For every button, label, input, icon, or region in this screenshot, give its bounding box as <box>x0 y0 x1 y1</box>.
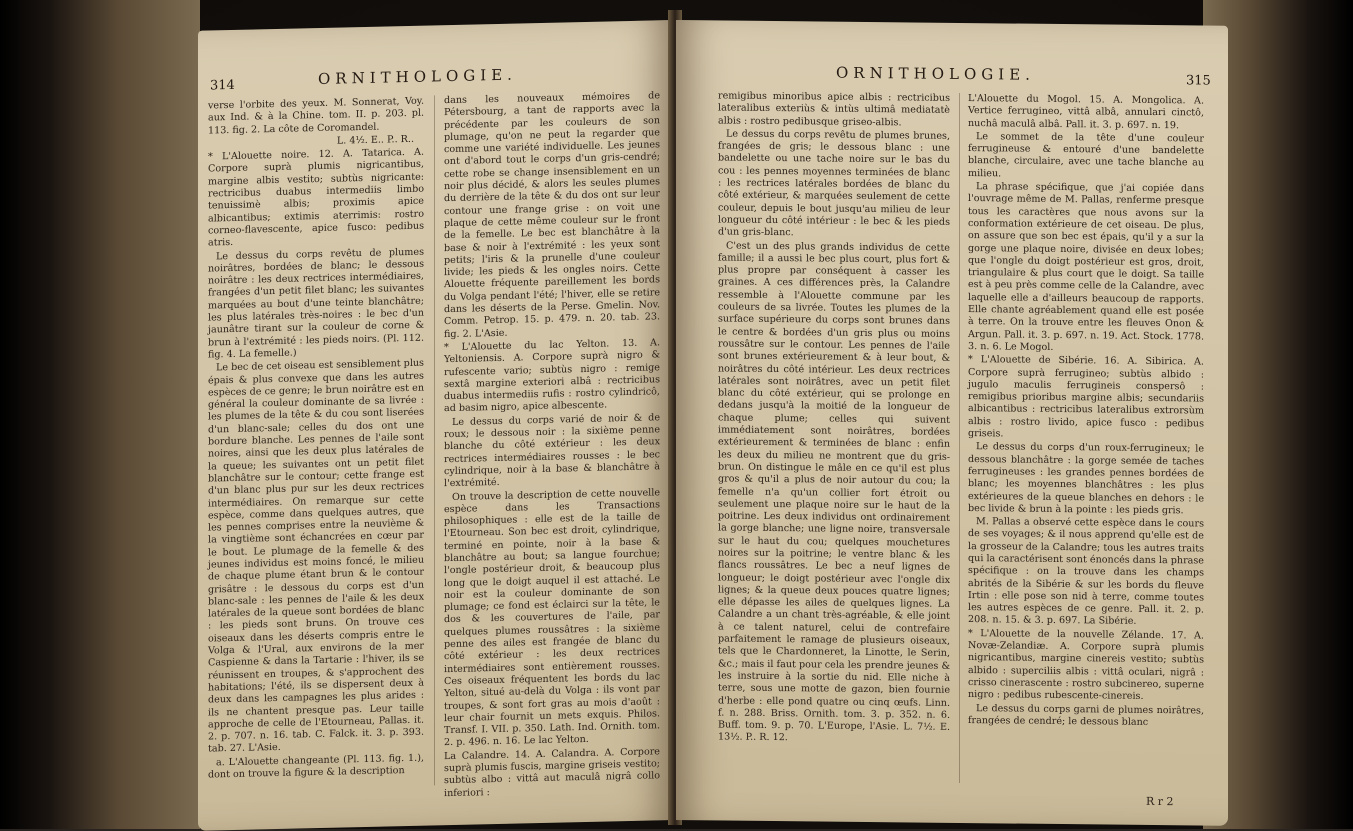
left-column-rule <box>434 95 435 785</box>
paragraph: M. Pallas a observé cette espèce dans le cours de ses voyages; & il nous apprend qu'elle est de la grosseur de la Calandre; tous les autres traits qui la caractérisent sont énoncés dans la phrase spécifique : on la trouve dans les champs abrités de la Sibérie & sur les bords du fleuve Irtin : elle pose son nid à terre, comme toutes les autres espèces de ce genre. Pall. it. 2. p. 208. n. 15. & 3. p. 697. La Sibérie. <box>968 516 1204 628</box>
paragraph: * L'Alouette du lac Yelton. 13. A. Yeltoniensis. A. Corpore suprà nigro & rufescente vario; subtùs nigro : remige sextâ margine exteriori albâ : rectricibus duabus intermediis rufis : rostro cylindricô, ad basim nigro, apice albescente. <box>444 337 660 415</box>
left-page-number: 314 <box>210 77 235 94</box>
left-page <box>198 20 672 831</box>
right-page-column-1 <box>718 90 950 747</box>
left-page-column-1 <box>208 96 424 783</box>
paragraph: remigibus minoribus apice albis : rectricibus lateralibus exteriùs & intùs ultimâ mediatatè albis : rostro pedibusque griseo-albis. <box>718 90 950 128</box>
paragraph: Le sommet de la tête d'une couleur ferrugineuse & entouré d'une bandelette blanche, circulaire, avec une tache blanche au milieu. <box>968 131 1204 180</box>
left-running-head: ORNITHOLOGIE. <box>318 65 517 89</box>
paragraph: On trouve la description de cette nouvelle espèce dans les Transactions philosophiques : elle est de la taille de l'Etourneau. Son bec est droit, cylindrique, terminé en pointe, noir à la base & blanchâtre au bout; sa langue fourchue; l'ongle postérieur droit, & beaucoup plus long que le doigt auquel il est attaché. Le noir est la couleur dominante de son plumage; ce fond est éclairci sur la tête, le dos & les couvertures de l'aile, par quelques plumes roussâtres : la sixième penne des ailes est frangée de blanc du côté extérieur : les deux rectrices intermédiaires sont entièrement rousses. Ces oiseaux fréquentent les bords du lac Yelton, situé au-delà du Volga : ils vont par troupes, & sont fort gras au mois d'août : leur chair fournit un mets exquis. Philos. Transf. I. VII. p. 350. Lath. Ind. Ornith. tom. 2. p. 496. n. 16. Le lac Yelton. <box>444 486 660 749</box>
paragraph: L'Alouette du Mogol. 15. A. Mongolica. A. Vertice ferrugineo, vittâ albâ, annulari cinctô, nuchâ maculâ albâ. Pall. it. 3. p. 697. n. 19. <box>968 93 1204 131</box>
paragraph: Le bec de cet oiseau est sensiblement plus épais & plus convexe que dans les autres espèces de ce genre; le brun noirâtre est en général la couleur dominante de sa livrée : les plumes de la tête & du cou sont liserées d'un blanc-sale; celles du dos ont une bordure blanche. Les pennes de l'aile sont noires, ainsi que les deux plus latérales de la queue; les suivantes ont un petit filet blanchâtre sur le contour; cette frange est d'un blanc plus pur sur les deux rectrices intermédiaires. On remarque sur cette espèce, comme dans quelques autres, que les pennes comprises entre la neuvième & la vingtième sont échancrées en cœur par le bout. Le plumage de la femelle & des jeunes individus est moins foncé, le milieu de chaque plume étant brun & le contour grisâtre : le dessous du corps est d'un blanc-sale : les pennes de l'aile & les deux latérales de la queue sont bordées de blanc : les pieds sont bruns. On trouve ces oiseaux dans les déserts compris entre le Volga & l'Ural, aux environs de la mer Caspienne & dans la Tartarie : l'hiver, ils se réunissent en troupes, & s'approchent des habitations; l'été, ils se dispersent deux à deux dans les campagnes les plus arides : ils ne chantent presque pas. Leur taille approche de celle de l'Etourneau, Pallas. it. 2. p. 707. n. 16. tab. C. Falck. it. 3. p. 393. tab. 27. L'Asie. <box>208 357 424 755</box>
paragraph: La Calandre. 14. A. Calandra. A. Corpore suprà plumis fuscis, margine griseis vestito; subtùs albo : vittâ aut maculâ nigrâ collo inferiori : <box>444 746 660 799</box>
paragraph: C'est un des plus grands individus de cette famille; il a aussi le bec plus court, plus fort & plus propre par conséquent à casser les graines. A ces différences près, la Calandre ressemble à l'Alouette commune par les couleurs de sa livrée. Toutes les plumes de la surface supérieure du corps sont brunes dans le centre & bordées d'un gris plus ou moins roussâtre sur le contour. Les pennes de l'aile sont brunes extérieurement & à leur bout, & noirâtres du côté intérieur. Les deux rectrices latérales sont noirâtres, avec un petit filet blanc du côté extérieur, qui se prolonge en dedans jusqu'à la moitié de la longueur de chaque plume; celles qui suivent immédiatement sont noirâtres, bordées extérieurement & terminées de blanc : enfin les deux du milieu ne montrent que du gris-brun. On distingue le mâle en ce qu'il est plus gros & qu'il a plus de noir autour du cou; la femelle n'a qu'un collier fort étroit ou seulement une plaque noire sur le haut de la poitrine. Les deux individus ont ordinairement la gorge blanche; une ligne noire, transversale sur le haut du cou; quelques mouchetures noires sur la poitrine; le ventre blanc & les flancs roussâtres. Le bec a neuf lignes de longueur; le doigt postérieur avec l'ongle dix lignes; & la queue deux pouces quatre lignes; elle dépasse les ailes de quelques lignes. La Calandre a un chant très-agréable, & elle joint à ce talent naturel, celui de contrefaire parfaitement le ramage de plusieurs oiseaux, tels que le Chardonneret, la Linotte, le Serin, &c.; mais il faut pour cela les prendre jeunes & les instruire à la sortie du nid. Elle niche à terre, sous une motte de gazon, bien fournie d'herbe : elle pond quatre ou cinq œufs. Linn. f. n. 288. Briss. Ornith. tom. 3. p. 352. n. 6. Buff. tom. 9. p. 70. L'Europe, l'Asie. L. 7½. E. 13½. P.. R. 12. <box>718 240 950 744</box>
paragraph: verse l'orbite des yeux. M. Sonnerat, Voy. aux Ind. & à la Chine. tom. II. p. 203. pl. 113. fig. 2. La côte de Coromandel. <box>208 95 424 137</box>
paragraph: * L'Alouette de la nouvelle Zélande. 17. A. Novæ-Zelandiæ. A. Corpore suprà plumis nigricantibus, margine cinereis vestito; subtùs albido : superciliis albis : vittâ oculari, nigrâ : crisso cinerascente : rostro subcinereo, superne nigro : pedibus rubescente-cinereis. <box>968 627 1204 703</box>
left-page-column-2 <box>444 90 660 801</box>
signature-mark: R r 2 <box>1146 794 1174 809</box>
paragraph: a. L'Alouette changeante (Pl. 113. fig. 1.), dont on trouve la figure & la description <box>208 752 424 781</box>
right-running-head: ORNITHOLOGIE. <box>836 63 1035 84</box>
paragraph: dans les nouveaux mémoires de Pétersbourg, a tant de rapports avec la précédente par les couleurs de son plumage, qu'on ne peut la regarder que comme une variété individuelle. Les jeunes ont d'abord tout le corps d'un gris-cendré; cette robe se change insensiblement en un noir plus décidé, & alors les seules plumes du derrière de la tête & du dos ont sur leur contour une frange grise : on voit une plaque de cette même couleur sur le front de la femelle. Le bec est blanchâtre à la base & noir à l'extrémité : les yeux sont petits; l'iris & la prunelle d'une couleur livide; les pieds & les ongles noirs. Cette Alouette fréquente pareillement les bords du Volga pendant l'été; l'hiver, elle se retire dans les déserts de la Perse. Gmelin. Nov. Comm. Petrop. 15. p. 479. n. 20. tab. 23. fig. 2. L'Asie. <box>444 90 660 340</box>
right-page-number: 315 <box>1186 73 1211 89</box>
paragraph: * L'Alouette de Sibérie. 16. A. Sibirica. A. Corpore suprà ferrugineo; subtùs albido : jugulo maculis ferrugineis conspersô : remigibus prioribus margine albis; secundariis albicantibus : rectricibus lateralibus extrorsùm albis : rostro livido, apice fusco : pedibus griseis. <box>968 354 1204 440</box>
paragraph: La phrase spécifique, que j'ai copiée dans l'ouvrage même de M. Pallas, renferme presque tous les caractères que nous avons sur la conformation extérieure de cet oiseau. De plus, on assure que son bec est épais, qu'il y a sur la gorge une plaque noire, divisée en deux lobes; que l'ongle du doigt postérieur est gros, droit, triangulaire & plus court que le doigt. Sa taille est à peu près comme celle de la Calandre, avec laquelle elle a d'ailleurs beaucoup de rapports. Elle chante agréablement quand elle est posée à terre. On la trouve entre les fleuves Onon & Argun. Pall. it. 3. p. 697. n. 19. Act. Stock. 1778. 3. n. 6. Le Mogol. <box>968 181 1204 353</box>
right-column-rule <box>959 93 960 783</box>
paragraph: Le dessus du corps revêtu de plumes noirâtres, bordées de blanc; le dessous noirâtre : les deux rectrices intermédiaires, frangées d'un petit filet blanc; les suivantes marquées au bout d'une teinte blanchâtre; les plus latérales très-noires : le bec d'un jaunâtre tirant sur la couleur de corne & brun à l'extrémité : les pieds noirs. (Pl. 112. fig. 4. La femelle.) <box>208 246 424 361</box>
paragraph: L. 4½. E.. P.. R.. <box>336 133 414 147</box>
right-page <box>676 20 1228 826</box>
right-page-column-2 <box>968 93 1204 731</box>
paragraph: Le dessus du corps garni de plumes noirâtres, frangées de cendré; le dessous blanc <box>968 702 1204 728</box>
paragraph: * L'Alouette noire. 12. A. Tatarica. A. Corpore suprà plumis nigricantibus, margine albis vestito; subtùs nigricante: rectricibus duabus intermediis limbo tenuissimè albis; proximis apice albicantibus; extimis aterrimis: rostro corneo-flavescente, apice fusco: pedibus atris. <box>208 146 424 249</box>
paragraph: Le dessus du corps revêtu de plumes brunes, frangées de gris; le dessous blanc : une bandelette ou une tache noire sur le bas du cou : les pennes moyennes terminées de blanc : les rectrices latérales bordées de blanc du côté extérieur, & marquées seulement de cette couleur, depuis le bout jusqu'au milieu de leur longueur du côté intérieur : le bec & les pieds d'un gris-blanc. <box>718 128 950 239</box>
paragraph: Le dessus du corps varié de noir & de roux; le dessous noir : la sixième penne blanche du côté extérieur : les deux rectrices intermédiaires rousses : le bec cylindrique, noir à la base & blanchâtre à l'extrémité. <box>444 411 660 490</box>
paragraph: Le dessus du corps d'un roux-ferrugineux; le dessous blanchâtre : la gorge semée de taches ferrugineuses : les grandes pennes bordées de blanc; les moyennes blanchâtres : les plus extérieures de la queue blanches en dehors : le bec livide & brun à la pointe : les pieds gris. <box>968 441 1204 517</box>
left-page-edges <box>0 0 200 829</box>
